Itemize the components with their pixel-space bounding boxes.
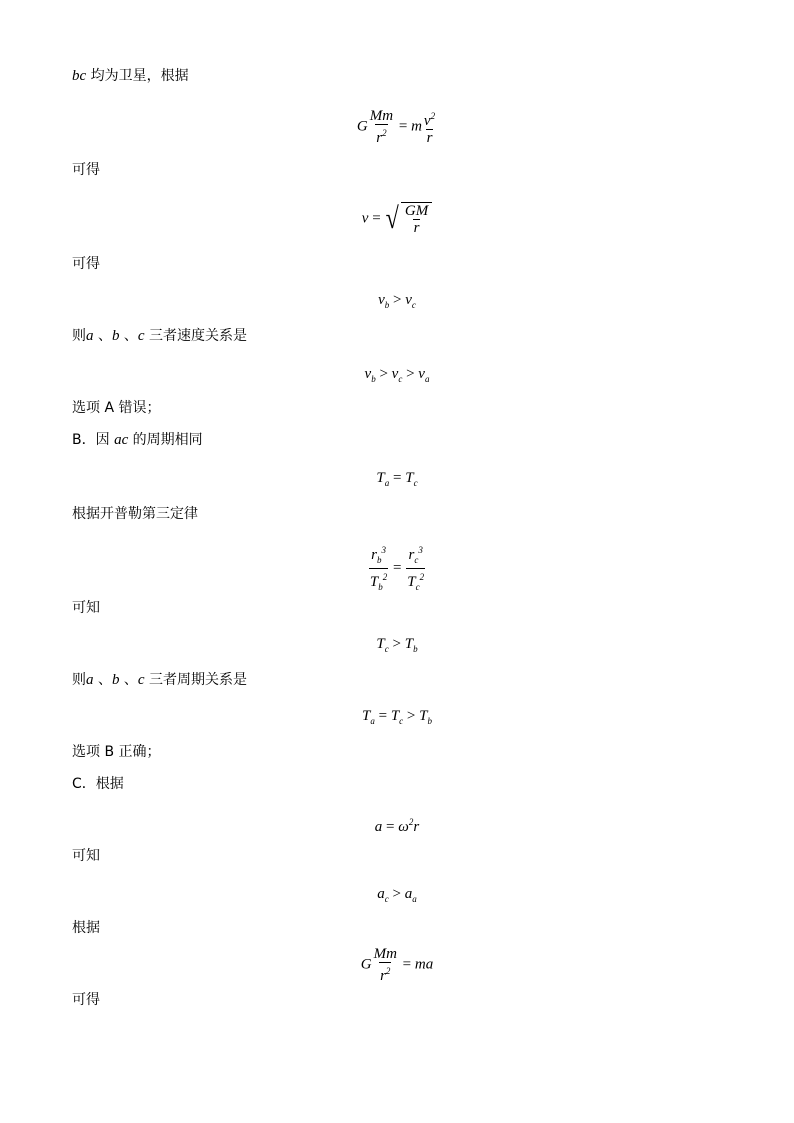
operator: =	[398, 956, 415, 973]
operator: >	[388, 886, 405, 902]
text: 则	[72, 672, 86, 688]
text-line	[72, 742, 161, 762]
operator: >	[403, 708, 420, 724]
operator: >	[402, 366, 419, 382]
numerator	[370, 542, 387, 568]
variable: bc	[72, 68, 87, 84]
fraction	[406, 542, 425, 595]
subscript: c	[384, 644, 389, 654]
operator: =	[395, 118, 412, 135]
symbol: ω	[398, 819, 409, 835]
text-line	[72, 918, 100, 938]
subscript: c	[414, 555, 419, 565]
exponent: 3	[418, 545, 423, 555]
text-line	[72, 326, 247, 346]
subscript: a	[424, 374, 430, 384]
equation-ta-eq-tc	[0, 468, 794, 493]
symbol: v	[361, 210, 369, 227]
symbol: T	[369, 574, 379, 590]
symbol: m	[411, 118, 422, 135]
symbol: a	[374, 819, 383, 835]
variable: c	[137, 328, 145, 344]
symbol: T	[376, 470, 385, 486]
text: C．根据	[72, 776, 124, 792]
symbol: T	[407, 574, 416, 590]
variable: b	[111, 672, 120, 688]
subscript: a	[412, 894, 417, 904]
text: 、	[93, 328, 112, 344]
text: 的周期相同	[128, 432, 203, 448]
symbol: a	[404, 886, 413, 902]
equation-kepler-third-law	[0, 542, 794, 595]
text-line	[72, 846, 100, 866]
text-line	[72, 398, 160, 418]
numerator	[423, 108, 436, 129]
text: 均为卫星，根据	[86, 68, 189, 84]
text-line	[72, 670, 247, 690]
square-root	[384, 202, 432, 236]
text: 可得	[72, 162, 100, 178]
symbol: v	[378, 292, 385, 308]
symbol: a	[377, 886, 385, 902]
symbol: T	[362, 708, 371, 724]
equation-acceleration-omega	[0, 812, 794, 837]
text: 选项 A 错误；	[72, 400, 161, 416]
operator: >	[388, 636, 405, 652]
equation-tc-gt-tb	[0, 634, 794, 659]
operator: >	[389, 292, 406, 308]
denominator	[369, 568, 388, 595]
text-line	[72, 66, 189, 86]
text: 根据	[72, 920, 100, 936]
variable: c	[137, 672, 145, 688]
denominator	[379, 962, 391, 984]
symbol: T	[376, 636, 385, 652]
operator: =	[382, 819, 399, 835]
variable: ac	[114, 432, 129, 448]
symbol: r	[408, 547, 415, 563]
symbol: v	[423, 113, 431, 129]
denominator	[375, 124, 387, 146]
symbol: v	[364, 366, 372, 382]
symbol: r	[413, 819, 420, 835]
variable: a	[86, 672, 94, 688]
text: 根据开普勒第三定律	[72, 506, 198, 522]
fraction	[369, 108, 394, 146]
symbol: r	[380, 968, 386, 984]
exponent: 2	[419, 572, 425, 582]
equation-velocity	[0, 202, 794, 236]
subscript: c	[399, 716, 404, 726]
symbol: T	[390, 708, 400, 724]
text: 则	[72, 328, 86, 344]
text: 可知	[72, 600, 100, 616]
exponent: 2	[408, 817, 414, 827]
symbol: T	[404, 636, 414, 652]
fraction	[423, 108, 436, 146]
equation-vb-gt-vc	[0, 290, 794, 315]
text: 、	[119, 672, 138, 688]
equation-velocity-order	[0, 364, 794, 389]
text: 、	[93, 672, 112, 688]
subscript: b	[371, 374, 376, 384]
exponent: 2	[382, 572, 388, 582]
denominator: r	[426, 130, 433, 146]
text: 三者速度关系是	[144, 328, 248, 344]
subscript: b	[384, 300, 390, 310]
denominator: r	[413, 220, 420, 236]
fraction	[373, 946, 398, 984]
equation-ac-gt-aa	[0, 884, 794, 909]
symbol: G	[356, 118, 368, 135]
symbol: r	[376, 130, 383, 146]
radicand	[401, 202, 432, 236]
symbol: ma	[414, 956, 434, 973]
exponent: 3	[381, 545, 387, 555]
symbol: T	[419, 708, 428, 724]
numerator: Mm	[373, 946, 397, 962]
symbol: T	[405, 470, 414, 486]
text-line	[72, 504, 198, 524]
variable: b	[111, 328, 120, 344]
text-line	[72, 990, 100, 1010]
text: 选项 B 正确；	[72, 744, 161, 760]
exponent: 2	[430, 111, 436, 121]
fraction	[404, 203, 429, 236]
text-line	[72, 430, 203, 450]
text-line	[72, 254, 100, 274]
subscript: c	[411, 300, 416, 310]
denominator	[406, 568, 425, 595]
symbol: v	[391, 366, 399, 382]
radical-sign-icon: √	[386, 202, 400, 235]
text: 三者周期关系是	[144, 672, 248, 688]
numerator: Mm	[369, 108, 394, 124]
text: 可得	[72, 256, 100, 272]
exponent: 2	[385, 966, 391, 976]
subscript: c	[398, 374, 403, 384]
equation-period-order	[0, 706, 794, 731]
fraction	[369, 542, 388, 595]
symbol: G	[360, 956, 372, 973]
text-line	[72, 160, 100, 180]
operator: =	[374, 708, 391, 724]
equation-gravity-centripetal	[0, 108, 794, 146]
operator: >	[375, 366, 392, 382]
operator: =	[389, 559, 406, 576]
subscript: b	[378, 582, 383, 592]
variable: a	[86, 328, 94, 344]
symbol: r	[371, 547, 378, 563]
subscript: b	[377, 555, 382, 565]
subscript: c	[415, 582, 420, 592]
text: 可得	[72, 992, 100, 1008]
numerator: GM	[404, 203, 429, 219]
text-line	[72, 598, 100, 618]
text-line	[72, 774, 124, 794]
subscript: a	[384, 478, 390, 488]
subscript: a	[370, 716, 375, 726]
text: 、	[119, 328, 138, 344]
symbol: v	[418, 366, 425, 382]
operator: =	[368, 210, 385, 227]
symbol: v	[405, 292, 412, 308]
operator: =	[389, 470, 406, 486]
numerator	[407, 542, 423, 568]
subscript: b	[427, 716, 432, 726]
subscript: c	[413, 478, 418, 488]
subscript: c	[384, 894, 389, 904]
text: B．因	[72, 432, 115, 448]
exponent: 2	[382, 128, 387, 138]
text: 可知	[72, 848, 100, 864]
equation-gravity-ma	[0, 946, 794, 984]
subscript: b	[413, 644, 418, 654]
